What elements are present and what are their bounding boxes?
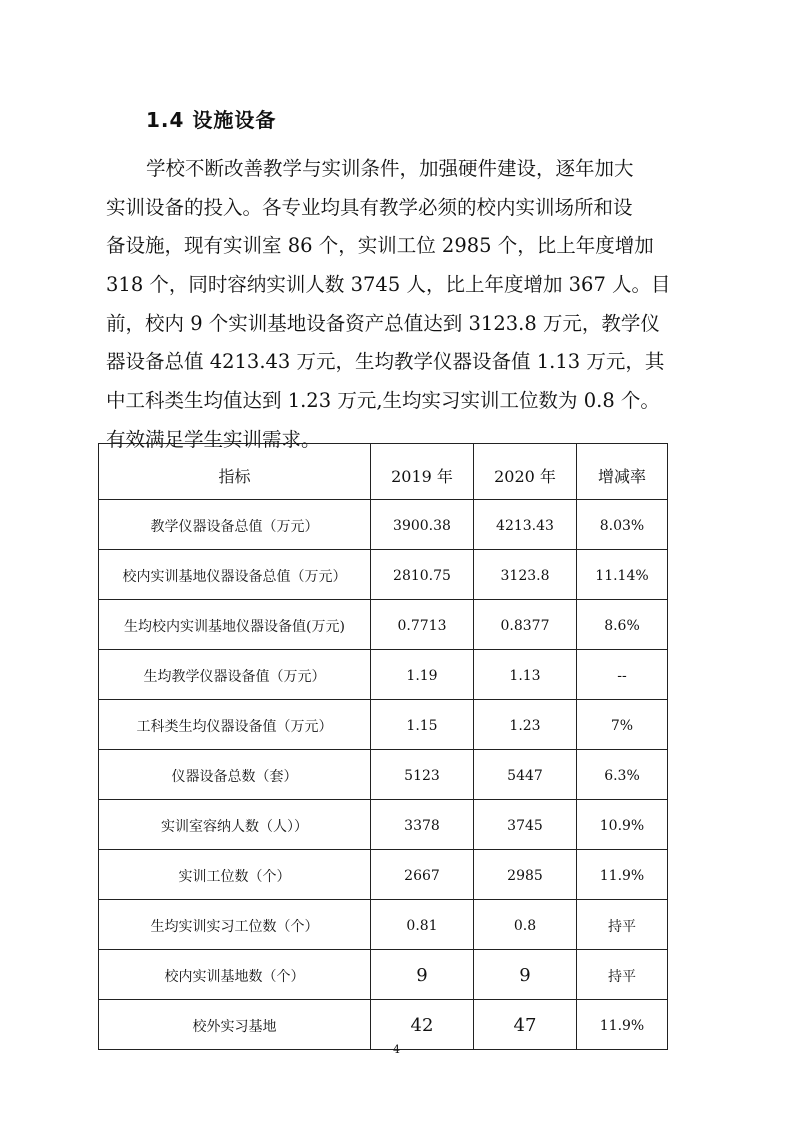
- value-2019-cell: 3378: [371, 800, 474, 850]
- indicator-cell: 实训工位数（个）: [99, 850, 371, 900]
- indicator-cell: 生均教学仪器设备值（万元）: [99, 650, 371, 700]
- table-row: [99, 650, 668, 700]
- table-row: [99, 900, 668, 950]
- value-2020-cell: 0.8377: [474, 600, 577, 650]
- value-2019-cell: 1.19: [371, 650, 474, 700]
- header-cell-indicator: 指标: [99, 444, 371, 500]
- paragraph-line: 实训设备的投入。各专业均具有教学必须的校内实训场所和设: [106, 195, 633, 219]
- value-2020-cell: 47: [474, 1000, 577, 1050]
- change-rate-cell: 6.3%: [577, 750, 668, 800]
- equipment-table: [98, 443, 668, 1050]
- value-2020-cell: 3123.8: [474, 550, 577, 600]
- change-rate-cell: 11.9%: [577, 850, 668, 900]
- change-rate-cell: 持平: [577, 900, 668, 950]
- paragraph-line: 器设备总值 4213.43 万元，生均教学仪器设备值 1.13 万元，其: [106, 350, 665, 374]
- header-cell-2020: 2020 年: [474, 444, 577, 500]
- page-number: 4: [393, 1043, 400, 1056]
- paragraph-line: 318 个，同时容纳实训人数 3745 人，比上年度增加 367 人。目: [106, 273, 671, 297]
- value-2020-cell: 3745: [474, 800, 577, 850]
- value-2019-cell: 2667: [371, 850, 474, 900]
- table-row: [99, 750, 668, 800]
- table-row: [99, 1000, 668, 1050]
- indicator-cell: 校内实训基地数（个）: [99, 950, 371, 1000]
- value-2020-cell: 1.23: [474, 700, 577, 750]
- change-rate-cell: 11.9%: [577, 1000, 668, 1050]
- change-rate-cell: 持平: [577, 950, 668, 1000]
- value-2020-cell: 4213.43: [474, 500, 577, 550]
- paragraph-line: 前，校内 9 个实训基地设备资产总值达到 3123.8 万元，教学仪: [106, 311, 660, 335]
- table-row: [99, 700, 668, 750]
- paragraph-line: 备设施，现有实训室 86 个，实训工位 2985 个，比上年度增加: [106, 234, 654, 258]
- table-row: [99, 600, 668, 650]
- value-2019-cell: 5123: [371, 750, 474, 800]
- value-2019-cell: 42: [371, 1000, 474, 1050]
- indicator-cell: 校外实习基地: [99, 1000, 371, 1050]
- change-rate-cell: 11.14%: [577, 550, 668, 600]
- indicator-cell: 生均校内实训基地仪器设备值(万元): [99, 600, 371, 650]
- section-heading: 1.4 设施设备: [146, 108, 277, 132]
- change-rate-cell: --: [577, 650, 668, 700]
- body-paragraph: [106, 150, 692, 460]
- paragraph-line: 中工科类生均值达到 1.23 万元,生均实习实训工位数为 0.8 个。: [106, 389, 660, 413]
- value-2020-cell: 1.13: [474, 650, 577, 700]
- table-row: [99, 550, 668, 600]
- value-2020-cell: 0.8: [474, 900, 577, 950]
- table-row: [99, 500, 668, 550]
- paragraph-line: 学校不断改善教学与实训条件，加强硬件建设，逐年加大: [146, 157, 634, 180]
- value-2020-cell: 9: [474, 950, 577, 1000]
- value-2019-cell: 9: [371, 950, 474, 1000]
- table-row: [99, 800, 668, 850]
- header-cell-change-rate: 增减率: [577, 444, 668, 500]
- value-2019-cell: 0.7713: [371, 600, 474, 650]
- indicator-cell: 校内实训基地仪器设备总值（万元）: [99, 550, 371, 600]
- change-rate-cell: 7%: [577, 700, 668, 750]
- indicator-cell: 教学仪器设备总值（万元）: [99, 500, 371, 550]
- value-2020-cell: 5447: [474, 750, 577, 800]
- table-header-row: [99, 444, 668, 500]
- header-cell-2019: 2019 年: [371, 444, 474, 500]
- value-2020-cell: 2985: [474, 850, 577, 900]
- table-row: [99, 850, 668, 900]
- value-2019-cell: 1.15: [371, 700, 474, 750]
- indicator-cell: 生均实训实习工位数（个）: [99, 900, 371, 950]
- change-rate-cell: 8.03%: [577, 500, 668, 550]
- indicator-cell: 仪器设备总数（套）: [99, 750, 371, 800]
- value-2019-cell: 3900.38: [371, 500, 474, 550]
- value-2019-cell: 0.81: [371, 900, 474, 950]
- value-2019-cell: 2810.75: [371, 550, 474, 600]
- paragraph-line: 有效满足学生实训需求。: [106, 427, 321, 451]
- table-row: [99, 950, 668, 1000]
- change-rate-cell: 10.9%: [577, 800, 668, 850]
- indicator-cell: 实训室容纳人数（人））: [99, 800, 371, 850]
- change-rate-cell: 8.6%: [577, 600, 668, 650]
- indicator-cell: 工科类生均仪器设备值（万元）: [99, 700, 371, 750]
